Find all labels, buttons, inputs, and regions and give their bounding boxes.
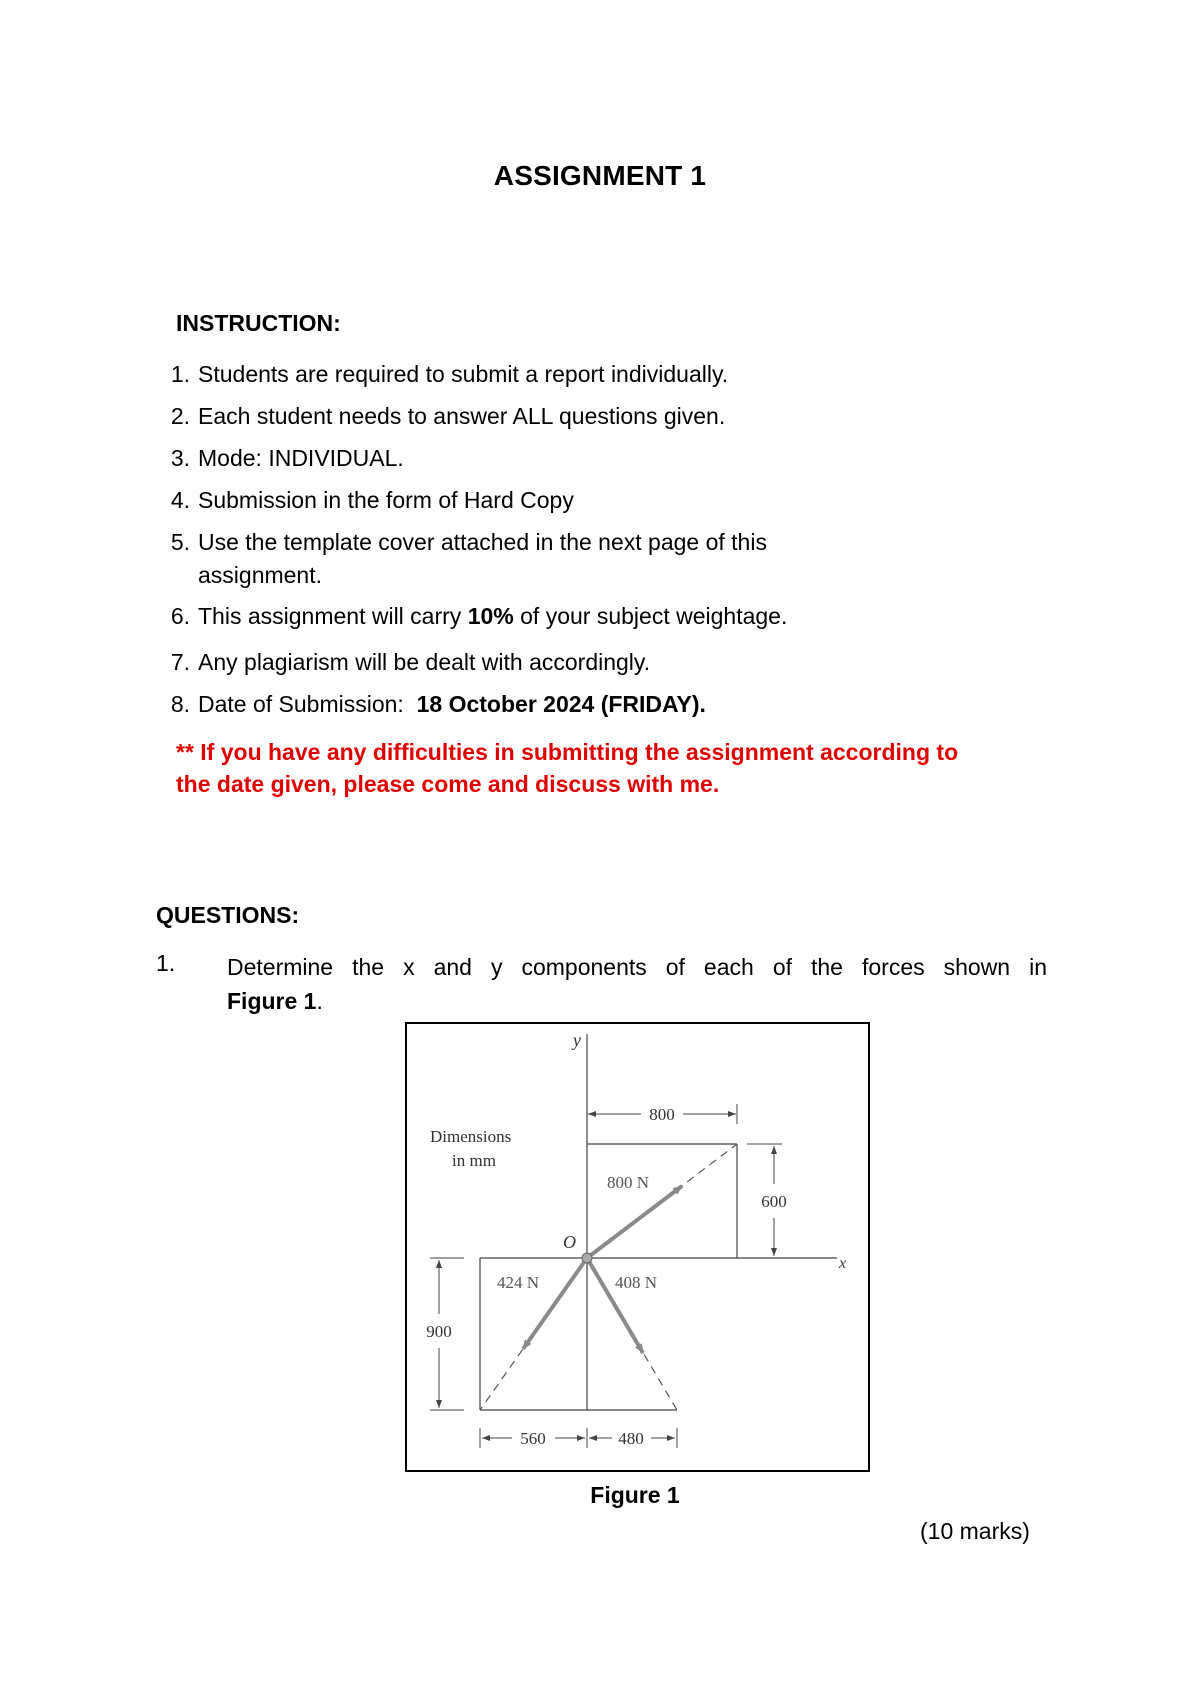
- dimension-note-line1: Dimensions: [430, 1127, 512, 1146]
- dimension-note-line2: in mm: [452, 1151, 496, 1170]
- questions-heading: QUESTIONS:: [156, 902, 300, 928]
- item-text-continued: assignment.: [198, 562, 323, 588]
- instruction-item: [160, 358, 960, 392]
- force-arrow-800n: [587, 1186, 682, 1258]
- item-text: Use the template cover attached in the next page of this: [198, 529, 767, 555]
- item-text: Each student needs to answer ALL questions given.: [198, 403, 726, 429]
- weightage-value: 10%: [467, 603, 514, 629]
- item-number: 6.: [170, 603, 190, 629]
- dim-800-label: 800: [649, 1105, 675, 1124]
- force-arrow-424n: [523, 1258, 587, 1349]
- question-figure-ref: Figure 1.: [227, 988, 323, 1014]
- instruction-item: [160, 600, 960, 634]
- dim-480-label: 480: [618, 1429, 644, 1448]
- instruction-heading: INSTRUCTION:: [176, 310, 341, 336]
- item-number: 7.: [170, 649, 190, 675]
- figure-1-frame: [405, 1022, 870, 1472]
- item-text: Students are required to submit a report individually.: [198, 361, 729, 387]
- question-text: Determine the x and y components of each of the forces shown in: [227, 954, 1047, 980]
- submission-date: 18 October 2024 (FRIDAY).: [416, 691, 706, 717]
- item-number: 5.: [170, 529, 190, 555]
- item-number: 1.: [170, 361, 190, 387]
- item-number: 8.: [170, 691, 190, 717]
- force-label-424n: 424 N: [497, 1273, 540, 1292]
- instruction-item: [160, 688, 960, 722]
- item-text: Submission in the form of Hard Copy: [198, 487, 574, 513]
- instruction-item: [160, 646, 960, 680]
- force-label-408n: 408 N: [615, 1273, 658, 1292]
- item-number: 4.: [170, 487, 190, 513]
- origin-point: [582, 1253, 592, 1263]
- difficulty-note: ** If you have any difficulties in submitting the assignment according to the date given, please come and discuss with me.: [176, 739, 959, 797]
- question-number: 1.: [156, 950, 176, 976]
- item-text: This assignment will carry 10% of your subject weightage.: [198, 603, 788, 629]
- dim-600-label: 600: [761, 1192, 787, 1211]
- item-text: Mode: INDIVIDUAL.: [198, 445, 404, 471]
- assignment-title: ASSIGNMENT 1: [493, 160, 707, 191]
- item-number: 3.: [170, 445, 190, 471]
- instruction-item: [160, 526, 960, 596]
- force-label-800n: 800 N: [607, 1173, 650, 1192]
- instruction-item: [160, 442, 960, 476]
- item-text: Date of Submission: 18 October 2024 (FRIDAY).: [198, 691, 706, 717]
- item-text: Any plagiarism will be dealt with accordingly.: [198, 649, 651, 675]
- origin-label: O: [563, 1232, 576, 1252]
- instruction-item: [160, 484, 960, 518]
- dim-560-label: 560: [520, 1429, 546, 1448]
- y-axis-label: y: [573, 1030, 581, 1050]
- x-axis-label: x: [839, 1255, 847, 1272]
- instruction-item: [160, 400, 960, 434]
- figure-caption: Figure 1: [590, 1482, 680, 1508]
- question-marks: (10 marks): [920, 1518, 1030, 1544]
- force-diagram: [407, 1024, 868, 1470]
- item-number: 2.: [170, 403, 190, 429]
- dim-900-label: 900: [426, 1322, 452, 1341]
